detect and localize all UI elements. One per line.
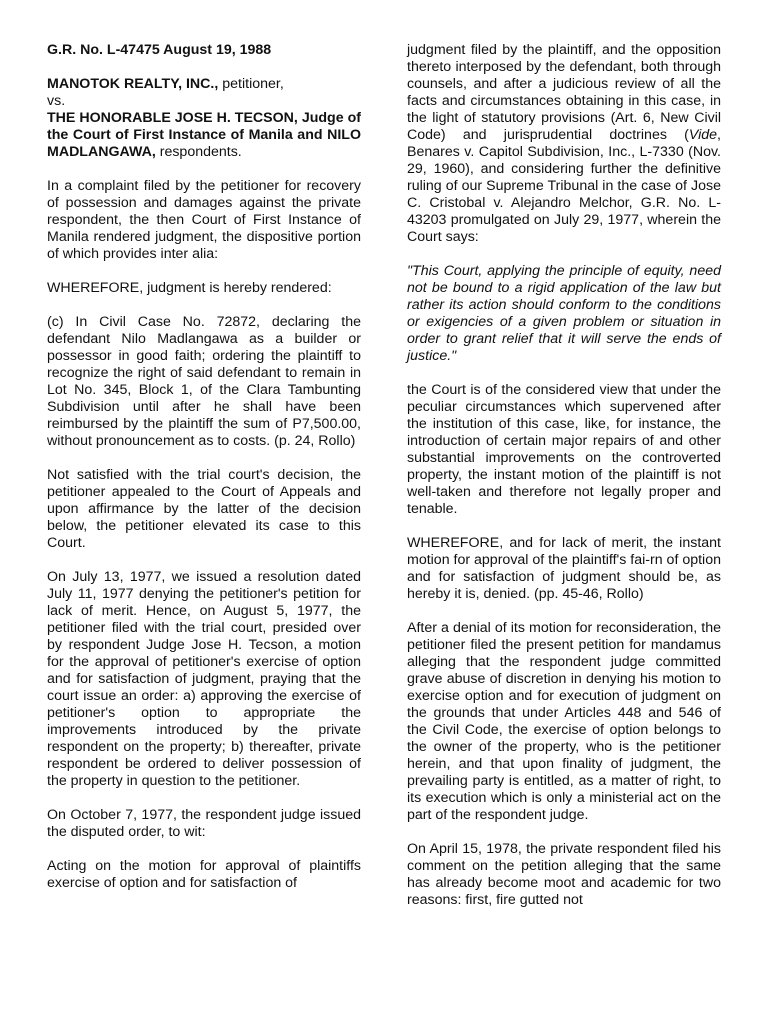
paragraph: Acting on the motion for approval of plaintiffs exercise of option and for satisfaction of (47, 858, 361, 891)
paragraph: WHEREFORE, judgment is hereby rendered: (47, 280, 332, 296)
respondents-names: THE HONORABLE JOSE H. TECSON, Judge of the Court of First Instance of Manila and NILO MADLANGAWA, (47, 110, 361, 160)
paragraph: Not satisfied with the trial court's decision, the petitioner appealed to the Court of Appeals and upon affirmance by the latter of the decision below, the petitioner elevated its case to this Court. (47, 467, 361, 551)
block-quote: "This Court, applying the principle of equity, need not be bound to a rigid application of the law but rather its action should conform to the conditions or exigencies of a given problem or situation in order to grant relief that it will serve the ends of justice." (407, 263, 721, 364)
respondents-role: respondents. (159, 144, 242, 160)
paragraph: WHEREFORE, and for lack of merit, the instant motion for approval of the plaintiff's fai-rn of option and for satisfaction of judgment should be, as hereby it is, denied. (pp. 45-46, Rollo) (407, 535, 721, 602)
case-parties (47, 76, 361, 161)
paragraph-part: , Benares v. Capitol Subdivision, Inc., L-7330 (Nov. 29, 1960), and considering further the definitive ruling of our Supreme Tribunal in the case of Jose C. Cristobal v. Alejandro Melchor, G.R. No. L-43203 promulgated on July 29, 1977, wherein the Court says: (407, 127, 721, 245)
paragraph: (c) In Civil Case No. 72872, declaring the defendant Nilo Madlangawa as a builder or possessor in good faith; ordering the plaintiff to recognize the right of said defendant to remain in Lot No. 345, Block 1, of the Clara Tambunting Subdivision until after he shall have been reimbursed by the plaintiff the sum of P7,500.00, without pronouncement as to costs. (p. 24, Rollo) (47, 314, 361, 449)
paragraph: On October 7, 1977, the respondent judge issued the disputed order, to wit: (47, 807, 361, 840)
petitioner-name: MANOTOK REALTY, INC., (47, 76, 219, 92)
paragraph-part: judgment filed by the plaintiff, and the opposition thereto interposed by the defendant, both through counsels, and after a judicious review of all the facts and circumstances obtaining in this case, in the light of statutory provisions (Art. 6, New Civil Code) and jurisprudential doctrines ( (407, 42, 721, 143)
paragraph: On July 13, 1977, we issued a resolution dated July 11, 1977 denying the petitioner's petition for lack of merit. Hence, on August 5, 1977, the petitioner filed with the trial court, presided over by respondent Judge Jose H. Tecson, a motion for the approval of petitioner's exercise of option and for satisfaction of judgment, praying that the court issue an order: a) approving the exercise of petitioner's option to appropriate the improvements introduced by the private respondent on the property; b) thereafter, private respondent be ordered to deliver possession of the property in question to the petitioner. (47, 569, 361, 789)
petitioner-role: petitioner, (222, 76, 284, 92)
left-column (47, 42, 361, 909)
paragraph: In a complaint filed by the petitioner for recovery of possession and damages against the private respondent, the then Court of First Instance of Manila rendered judgment, the dispositive portion of which provides inter alia: (47, 178, 361, 262)
paragraph: After a denial of its motion for reconsideration, the petitioner filed the present petition for mandamus alleging that the respondent judge committed grave abuse of discretion in denying his motion to exercise option and for execution of judgment on the grounds that under Articles 448 and 546 of the Civil Code, the exercise of option belongs to the owner of the property, who is the petitioner herein, and that upon finality of judgment, the prevailing party is entitled, as a matter of right, to its execution which is only a ministerial act on the part of the respondent judge. (407, 620, 721, 823)
paragraph: On April 15, 1978, the private respondent filed his comment on the petition alleging that the same has already become moot and academic for two reasons: first, fire gutted not (407, 841, 721, 908)
paragraph: the Court is of the considered view that under the peculiar circumstances which supervened after the institution of this case, like, for instance, the introduction of certain major repairs of and other substantial improvements on the controverted property, the instant motion of the plaintiff is not well-taken and therefore not legally proper and tenable. (407, 382, 721, 517)
right-column (407, 42, 721, 926)
vide-italic: Vide (688, 127, 718, 143)
paragraph (407, 42, 721, 246)
versus: vs. (47, 93, 66, 109)
case-title: G.R. No. L-47475 August 19, 1988 (47, 42, 272, 58)
